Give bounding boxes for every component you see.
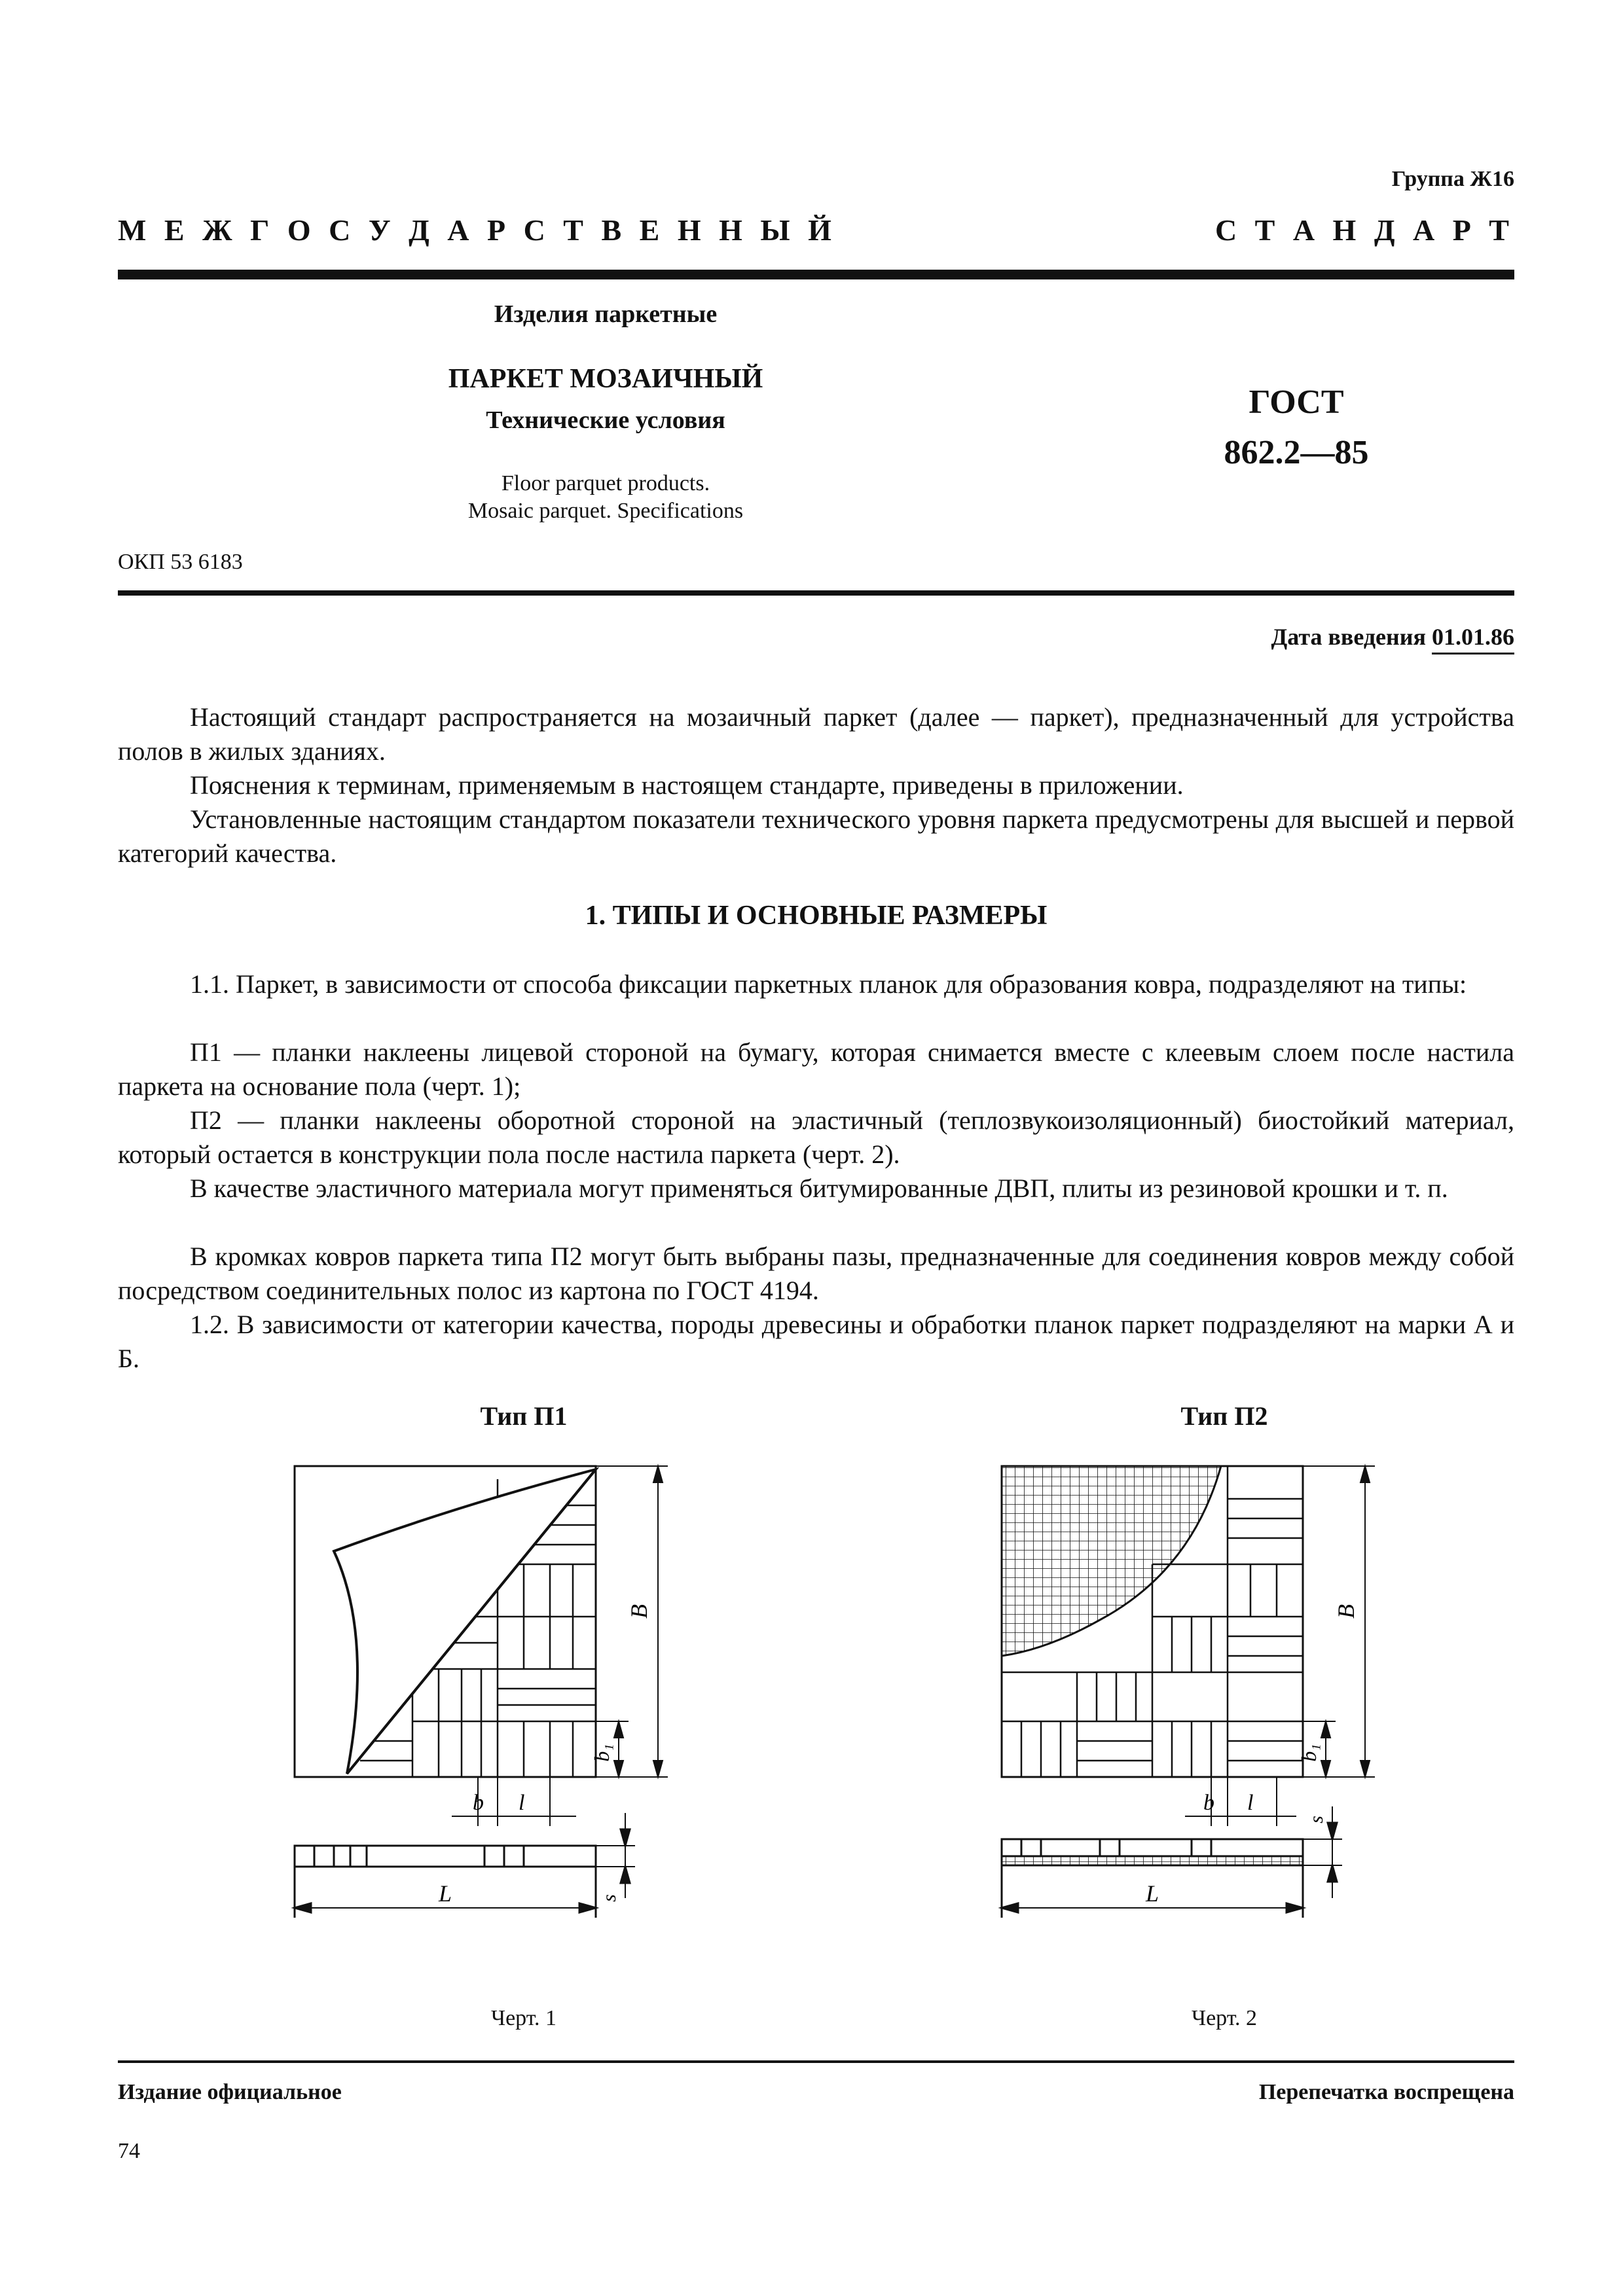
fig1-label-s: s: [598, 1894, 620, 1902]
fig1-dimension-b: [596, 1466, 668, 1777]
banner-left: М Е Ж Г О С У Д А Р С Т В Е Н Н Ы Й: [118, 213, 837, 247]
footer-rule: [118, 2060, 1514, 2063]
document-title: ПАРКЕТ МОЗАИЧНЫЙ: [448, 364, 763, 394]
paragraph-grooves: В кромках ковров паркета типа П2 могут быть выбраны пазы, предназначенные для соединения ковров между собой посредством соединительных полос из картона по ГОСТ 4194.: [118, 1242, 1514, 1305]
fig1-label-B: B: [626, 1604, 652, 1619]
paragraph-1-1: 1.1. Паркет, в зависимости от способа фиксации паркетных планок для образования ковра, подразделяют на типы:: [190, 969, 1467, 999]
category-title: Изделия паркетные: [494, 300, 718, 328]
fig2-carpet: [1002, 1466, 1303, 1777]
figure2-drawing: [969, 1440, 1453, 1964]
fig1-label-b: b: [473, 1791, 484, 1815]
fig1-peeled-paper: [334, 1469, 596, 1774]
paragraph-elastic: В качестве эластичного материала могут применяться битумированные ДВП, плиты из резиновой крошки и т. п.: [190, 1174, 1448, 1203]
intro-date-value: 01.01.86: [1432, 624, 1514, 655]
paragraph-type-p1: П1 — планки наклеены лицевой стороной на бумагу, которая снимается вместе с клеевым слоем после настила паркета на основание пола (черт. 1);: [118, 1037, 1514, 1101]
paragraph-type-p2: П2 — планки наклеены оборотной стороной на эластичный (теплозвукоизоляционный) биостойкий материал, который остается в конструкции пола после настила паркета (черт. 2).: [118, 1105, 1514, 1169]
group-label: Группа Ж16: [1391, 167, 1514, 191]
banner-right: С Т А Н Д А Р Т: [1214, 213, 1514, 247]
page-number: 74: [118, 2139, 140, 2163]
paragraph-categories: Установленные настоящим стандартом показатели технического уровня паркета предусмотрены для высшей и первой категорий качества.: [118, 804, 1514, 868]
fig1-label-l: l: [519, 1791, 525, 1815]
fig2-elastic-layer: [1002, 1466, 1221, 1656]
footer-reprint-prohibited: Перепечатка воспрещена: [1258, 2080, 1514, 2104]
footer-official-edition: Издание официальное: [118, 2080, 342, 2104]
fig1-side-section: [295, 1813, 635, 1918]
paragraph-scope: Настоящий стандарт распространяется на мозаичный паркет (далее — паркет), предназначенный для устройства полов в жилых зданиях.: [118, 702, 1514, 766]
fig1-dimension-b-l: [452, 1777, 576, 1826]
english-title-line2: Mosaic parquet. Specifications: [467, 499, 744, 523]
section-heading: 1. ТИПЫ И ОСНОВНЫЕ РАЗМЕРЫ: [585, 901, 1048, 931]
fig1-label-L: L: [438, 1880, 452, 1907]
gost-number: 862.2—85: [1224, 434, 1369, 471]
title-block-rule: [118, 590, 1514, 596]
paragraph-terms: Пояснения к терминам, применяемым в настоящем стандарте, приведены в приложении.: [190, 770, 1184, 800]
fig2-dimension-b: [1303, 1466, 1375, 1777]
fig2-label-L: L: [1145, 1880, 1159, 1907]
fig1-label-b1: b₁: [590, 1744, 613, 1762]
fig2-label-B: B: [1333, 1604, 1359, 1619]
header-thick-rule: [118, 270, 1514, 279]
figure1-caption: Черт. 1: [490, 2006, 557, 2030]
document-subtitle: Технические условия: [486, 406, 725, 434]
intro-date-label: Дата введения: [1271, 624, 1426, 650]
figure2-title: Тип П2: [1180, 1401, 1268, 1431]
gost-label: ГОСТ: [1249, 384, 1344, 421]
fig2-label-b1: b₁: [1297, 1744, 1321, 1762]
okp-code: ОКП 53 6183: [118, 550, 243, 574]
fig2-label-l: l: [1247, 1791, 1254, 1815]
figure1-drawing: [262, 1440, 746, 1964]
fig2-side-section: [1002, 1806, 1342, 1918]
english-title-line1: Floor parquet products.: [501, 471, 710, 495]
fig2-dimension-b-l: [1185, 1777, 1296, 1826]
intro-date: [1271, 623, 1515, 651]
figure2-caption: Черт. 2: [1191, 2006, 1258, 2030]
fig2-label-s: s: [1305, 1816, 1327, 1823]
fig1-carpet: [295, 1466, 596, 1777]
fig2-label-b: b: [1203, 1791, 1214, 1815]
figure1-title: Тип П1: [480, 1401, 568, 1431]
paragraph-1-2: 1.2. В зависимости от категории качества, породы древесины и обработки планок паркет подразделяют на марки А и Б.: [118, 1310, 1514, 1373]
